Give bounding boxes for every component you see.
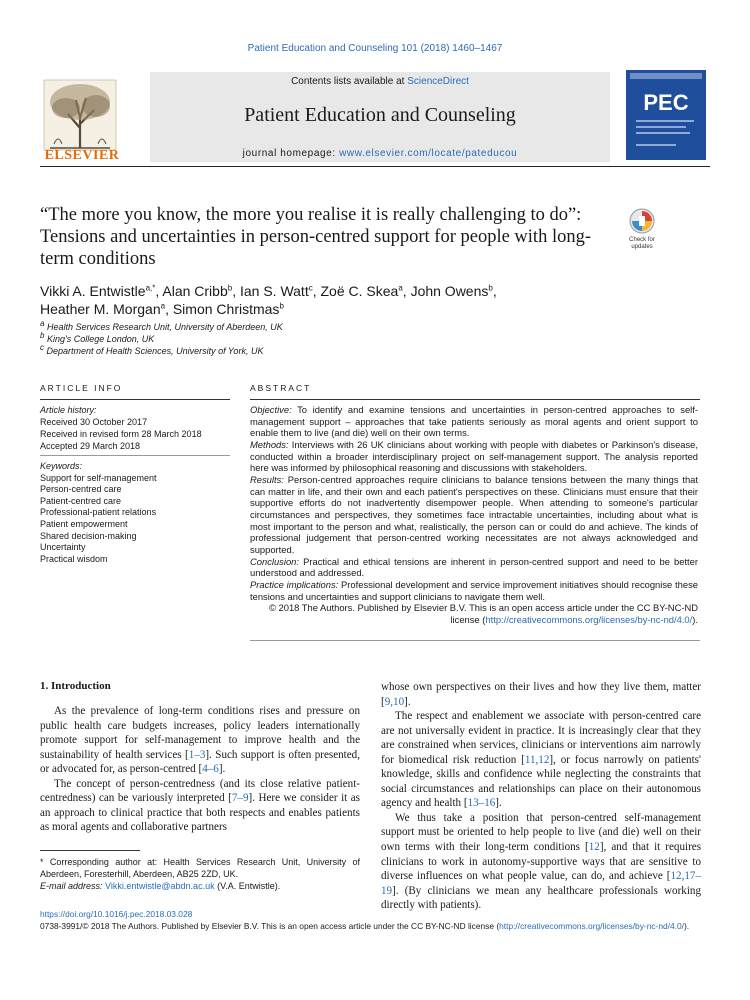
citation-link[interactable]: 13–16	[467, 797, 496, 810]
history-label: Article history:	[40, 405, 97, 415]
article-history	[40, 404, 230, 452]
sciencedirect-link[interactable]: ScienceDirect	[407, 76, 469, 87]
check-updates-label: Check for updates	[629, 237, 655, 250]
corresponding-author: * Corresponding author at: Health Services Research Unit, University of Aberdeen, Foresterhill, Aberdeen, AB25 2ZD, UK.	[40, 857, 360, 879]
keyword: Person-centred care	[40, 484, 122, 495]
divider	[250, 399, 700, 400]
paragraph: The respect and enablement we associate with person-centred care are not universally evident in practice. It is increasingly clear that they are constrained when services, clinicians or interventions aim narrowly for biomedical risk reduction [11,12], or focus narrowly on patients' knowledge, skills and confidence while neglecting the constraints that social circumstances and relationships can place on their autonomous agency and health [13–16].	[381, 710, 701, 810]
history-accepted: Accepted 29 March 2018	[40, 441, 141, 451]
abstract-conclusion: Conclusion: Practical and ethical tensions are inherent in person-centred support and need to be better understood and addressed.	[250, 555, 698, 579]
abstract-heading: ABSTRACT	[250, 383, 312, 393]
cover-banner	[630, 73, 702, 79]
check-for-updates-badge[interactable]	[622, 207, 662, 251]
author-2[interactable]: Alan Cribb$^b$,	[162, 283, 240, 299]
article-title: “The more you know, the more you realise it is really challenging to do”: Tensions and uncertainties in person-centred support for people with long-term conditions	[40, 205, 591, 269]
cover-title: PEC	[643, 90, 689, 115]
history-revised: Received in revised form 28 March 2018	[40, 429, 202, 439]
author-6[interactable]: Heather M. Morgan$^a$,	[40, 301, 173, 317]
homepage-prefix: journal homepage:	[242, 148, 340, 159]
journal-name: Patient Education and Counseling	[244, 104, 516, 126]
footer-license-link[interactable]: http://creativecommons.org/licenses/by-nc-nd/4.0/	[499, 921, 684, 931]
keyword: Patient-centred care	[40, 495, 122, 506]
contents-prefix: Contents lists available at	[291, 76, 408, 87]
homepage-link[interactable]: www.elsevier.com/locate/pateducou	[339, 148, 518, 159]
keyword: Uncertainty	[40, 542, 86, 553]
history-received: Received 30 October 2017	[40, 417, 148, 427]
corresponding-author-footnote	[40, 856, 360, 892]
article-info-heading: ARTICLE INFO	[40, 383, 123, 393]
paragraph: whose own perspectives on their lives and how they live them, matter [9,10].	[381, 681, 701, 708]
keyword: Shared decision-making	[40, 530, 137, 541]
section-heading-introduction: 1. Introduction	[40, 680, 111, 692]
keyword: Patient empowerment	[40, 518, 128, 529]
copyright-line: 0738-3991/© 2018 The Authors. Published by Elsevier B.V. This is an open access article under the CC BY-NC-ND license (http://creativecommons.org/licenses/by-nc-nd/4.0/).	[40, 921, 690, 931]
divider	[250, 640, 700, 641]
author-1[interactable]: Vikki A. Entwistle$^{a,*}$,	[40, 283, 163, 299]
citation-link[interactable]: 9,10	[384, 695, 405, 708]
keyword: Support for self-management	[40, 472, 157, 483]
journal-header	[40, 72, 710, 167]
citation-link[interactable]: 12,17–19	[381, 870, 701, 897]
abstract-methods: Methods: Interviews with 26 UK clinicians about working with people with diabetes or Parkinson's disease, conducted within a broader interdisciplinary project on self-management support. The analysis reported here was informed by philosophical reasoning and discussions with stakeholders.	[250, 438, 698, 474]
abstract-practice-implications: Practice implications: Professional development and service improvement initiatives should recognise these tensions and uncertainties and support clinicians to navigate them well.	[250, 578, 698, 602]
keywords-label: Keywords:	[40, 461, 83, 471]
affiliation-a: a Health Services Research Unit, University of Aberdeen, UK	[40, 319, 283, 332]
body-column-right	[381, 680, 701, 913]
citation-link[interactable]: 4–6	[202, 763, 219, 776]
abstract-objective: Objective: To identify and examine tensions and uncertainties in person-centred approaches to self-management support – approaches that take patients seriously as moral agents and orient support to enable them to live (and die) well on their own terms.	[250, 404, 698, 439]
contents-line	[150, 76, 610, 87]
affiliation-b: b King's College London, UK	[40, 331, 155, 344]
paragraph: As the prevalence of long-term conditions rises and pressure on public health care budgets increases, policy leaders internationally promote support for self-management to improve health and the sustainability of health services [1–3]. Such support is often presented, or advocated for, as person-centred [4–6].	[40, 705, 360, 776]
keyword: Professional-patient relations	[40, 507, 157, 518]
affiliation-c: c Department of Health Sciences, University of York, UK	[40, 343, 264, 356]
divider	[40, 399, 230, 400]
email-link[interactable]: Vikki.entwistle@abdn.ac.uk	[105, 881, 215, 891]
divider	[40, 455, 230, 456]
paragraph: The concept of person-centredness (and its close relative patient-centredness) can be variously interpreted [7–9]. Here we consider it as an approach to clinical practice that both respects and enables patients as moral agents and collaborative partners	[40, 777, 360, 834]
footnote-divider	[40, 850, 140, 851]
elsevier-tree-logo[interactable]	[40, 72, 120, 160]
doi-link[interactable]: https://doi.org/10.1016/j.pec.2018.03.028	[40, 909, 193, 919]
citation-link[interactable]: 12	[588, 841, 600, 854]
author-7[interactable]: Simon Christmas$^b$	[172, 301, 284, 317]
abstract-body	[250, 404, 698, 625]
author-5[interactable]: John Owens$^b$,	[410, 283, 497, 299]
elsevier-wordmark: ELSEVIER	[44, 148, 120, 163]
page-footer	[40, 908, 710, 932]
body-column-left	[40, 704, 360, 835]
abstract-license: © 2018 The Authors. Published by Elsevier B.V. This is an open access article under the CC BY-NC-ND license (http://creativecommons.org/licenses/by-nc-nd/4.0/).	[269, 602, 698, 625]
affiliations	[40, 321, 440, 357]
keywords	[40, 461, 230, 565]
journal-cover-image[interactable]	[626, 70, 706, 160]
keyword: Practical wisdom	[40, 553, 108, 564]
author-3[interactable]: Ian S. Watt$^c$,	[239, 283, 321, 299]
crossmark-icon	[622, 207, 662, 237]
paragraph: We thus take a position that person-centred self-management support must be oriented to help people to live (and die) well on their own terms with their long-term conditions [12], and that it requires clinicians to work in autonomy-supportive ways that are sensitive to diverse influences on what people value, can do, and achieve [12,17–19]. (By clinicians we mean any healthcare professionals working directly with patients).	[381, 811, 702, 912]
abstract-results: Results: Person-centred approaches require clinicians to balance tensions between the many things that can matter in life, and their own and each patient's perspectives on these. Clinicians must ensure that their supportive efforts do not inadvertently disempower people. When attending to someone's particular circumstances and perspectives, they sometimes face intractable uncertainties, including about what is most important to the person and what, realistically, the person can or could do and achieve. The kinds of professional judgement that person-centred working necessitates are not always acknowledged and supported.	[250, 473, 698, 555]
email-line: E-mail address: Vikki.entwistle@abdn.ac.uk (V.A. Entwistle).	[40, 881, 281, 891]
journal-reference[interactable]: Patient Education and Counseling 101 (2018) 1460–1467	[247, 43, 503, 54]
author-list	[40, 282, 660, 318]
license-link[interactable]: http://creativecommons.org/licenses/by-nc-nd/4.0/	[485, 613, 693, 625]
citation-link[interactable]: 11,12	[524, 753, 550, 766]
author-4[interactable]: Zoë C. Skea$^a$,	[320, 283, 411, 299]
citation-link[interactable]: 1–3	[188, 748, 206, 761]
homepage-line	[150, 148, 610, 159]
citation-link[interactable]: 7–9	[231, 792, 249, 805]
